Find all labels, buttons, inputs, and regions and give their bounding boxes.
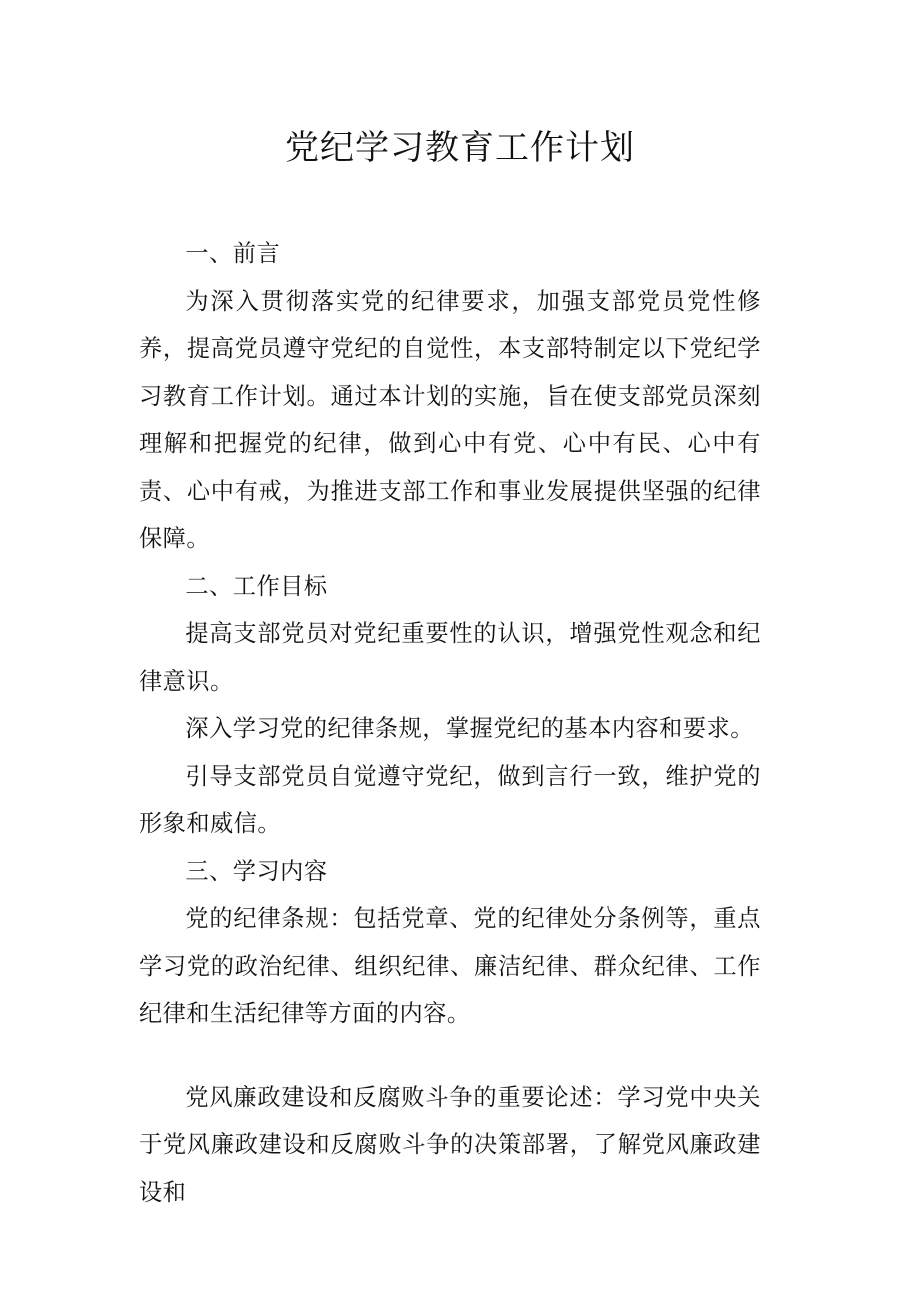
document-body bbox=[139, 230, 761, 1216]
paragraph-content-2: 党风廉政建设和反腐败斗争的重要论述：学习党中央关于党风廉政建设和反腐败斗争的决策部署，了解党风廉政建设和 bbox=[139, 1083, 761, 1206]
section-heading-goals: 二、工作目标 bbox=[185, 572, 328, 600]
paragraph-goal-2: 深入学习党的纪律条规，掌握党纪的基本内容和要求。 bbox=[185, 715, 754, 742]
page-title: 党纪学习教育工作计划 bbox=[285, 128, 635, 168]
paragraph-gap bbox=[139, 1038, 761, 1074]
paragraph-content-1: 党的纪律条规：包括党章、党的纪律处分条例等，重点学习党的政治纪律、组织纪律、廉洁纪律、群众纪律、工作纪律和生活纪律等方面的内容。 bbox=[139, 905, 761, 1027]
paragraph-goal-1: 提高支部党员对党纪重要性的认识，增强党性观念和纪律意识。 bbox=[139, 620, 761, 695]
section-heading-preface: 一、前言 bbox=[185, 240, 281, 267]
paragraph-goal-3: 引导支部党员自觉遵守党纪，做到言行一致，维护党的形象和威信。 bbox=[139, 762, 761, 837]
section-heading-content: 三、学习内容 bbox=[185, 857, 328, 885]
paragraph-preface: 为深入贯彻落实党的纪律要求，加强支部党员党性修养，提高党员遵守党纪的自觉性，本支部特制定以下党纪学习教育工作计划。通过本计划的实施，旨在使支部党员深刻理解和把握党的纪律，做到心中有党、心中有民、心中有责、心中有戒，为推进支部工作和事业发展提供坚强的纪律保障。 bbox=[139, 287, 761, 552]
